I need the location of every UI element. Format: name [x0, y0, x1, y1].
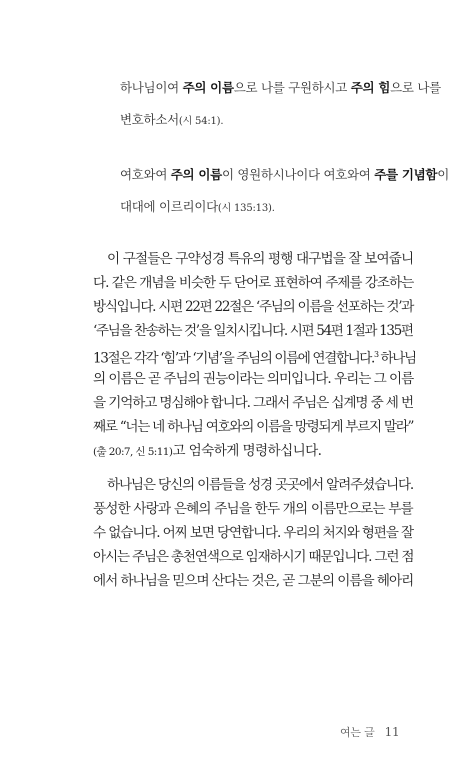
paragraph-1-line-9-text: 고 엄숙하게 명령하십니다.: [172, 443, 322, 459]
paragraph-2-line-1: 하나님은 당신의 이름들을 성경 곳곳에서 알려주셨습니다.: [107, 477, 414, 493]
paragraph-1-line-5-text: 13절은 각각 ‘힘’과 ‘기념’을 주님의 이름에 연결합니다.: [93, 350, 374, 367]
quote-1-continuation: 변호하소서: [120, 112, 179, 127]
quote-1-text-a: 하나님이여: [120, 80, 183, 95]
quote-1-line-2: [120, 112, 223, 130]
paragraph-1-line-2: 다. 같은 개념을 비슷한 두 단어로 표현하여 주제를 강조하는: [93, 275, 414, 291]
quote-2-bold-a: 주의 이름: [170, 167, 222, 182]
quote-2-citation: (시 135:13).: [217, 203, 275, 214]
quote-1-text-b: 으로 나를 구원하시고: [233, 80, 351, 95]
footer-section-label: 여는 글: [340, 726, 375, 739]
footnote-marker: 3: [373, 350, 378, 359]
paragraph-1-line-6: 의 이름은 곧 주님의 권능이라는 의미입니다. 우리는 그 이름: [93, 371, 414, 387]
quote-2-continuation: 대대에 이르리이다: [120, 199, 218, 214]
paragraph-1-line-5: [93, 346, 416, 368]
quote-2-text-c: 이: [437, 167, 449, 182]
paragraph-1-line-5-tail: 하나님: [377, 350, 416, 367]
paragraph-1-line-1: 이 구절들은 구약성경 특유의 평행 대구법을 잘 보여줍니: [107, 251, 414, 267]
page-footer: [340, 724, 399, 740]
quote-1-bold-b: 주의 힘: [350, 80, 391, 95]
quote-1-line-1: [120, 80, 441, 96]
paragraph-1-line-8: 째로 “너는 네 하나님 여호와의 이름을 망령되게 부르지 말라”: [93, 419, 414, 435]
quote-2-text-b: 이 영원하시나이다 여호와여: [221, 167, 375, 182]
paragraph-2-line-4: 아시는 주님은 총천연색으로 임재하시기 때문입니다. 그런 점: [93, 549, 414, 565]
quote-2-line-1: [120, 167, 449, 183]
paragraph-2-line-2: 풍성한 사랑과 은혜의 주님을 한두 개의 이름만으로는 부를: [93, 501, 413, 517]
paragraph-1-line-4: ‘주님을 찬송하는 것’을 일치시킵니다. 시편 54편 1절과 135편: [93, 323, 413, 339]
paragraph-2-line-5: 에서 하나님을 믿으며 산다는 것은, 곧 그분의 이름을 헤아리: [93, 573, 414, 589]
paragraph-1-line-7: 을 기억하고 명심해야 합니다. 그래서 주님은 십계명 중 세 번: [93, 395, 413, 411]
quote-1-citation: (시 54:1).: [178, 116, 224, 127]
quote-2-bold-b: 주를 기념함: [374, 167, 438, 182]
quote-1-bold-a: 주의 이름: [182, 80, 234, 95]
page-number: 11: [384, 725, 400, 739]
paragraph-2-line-3: 수 없습니다. 어찌 보면 당연합니다. 우리의 처지와 형편을 잘: [93, 525, 413, 541]
scripture-citation: (출 20:7, 신 5:11): [93, 446, 173, 458]
quote-2-text-a: 여호와여: [120, 167, 171, 182]
quote-1-text-c: 으로 나를: [390, 80, 441, 95]
paragraph-1-line-3: 방식입니다. 시편 22편 22절은 ‘주님의 이름을 선포하는 것’과: [93, 299, 414, 315]
quote-2-line-2: [120, 199, 275, 217]
paragraph-1-line-9: [93, 442, 413, 461]
